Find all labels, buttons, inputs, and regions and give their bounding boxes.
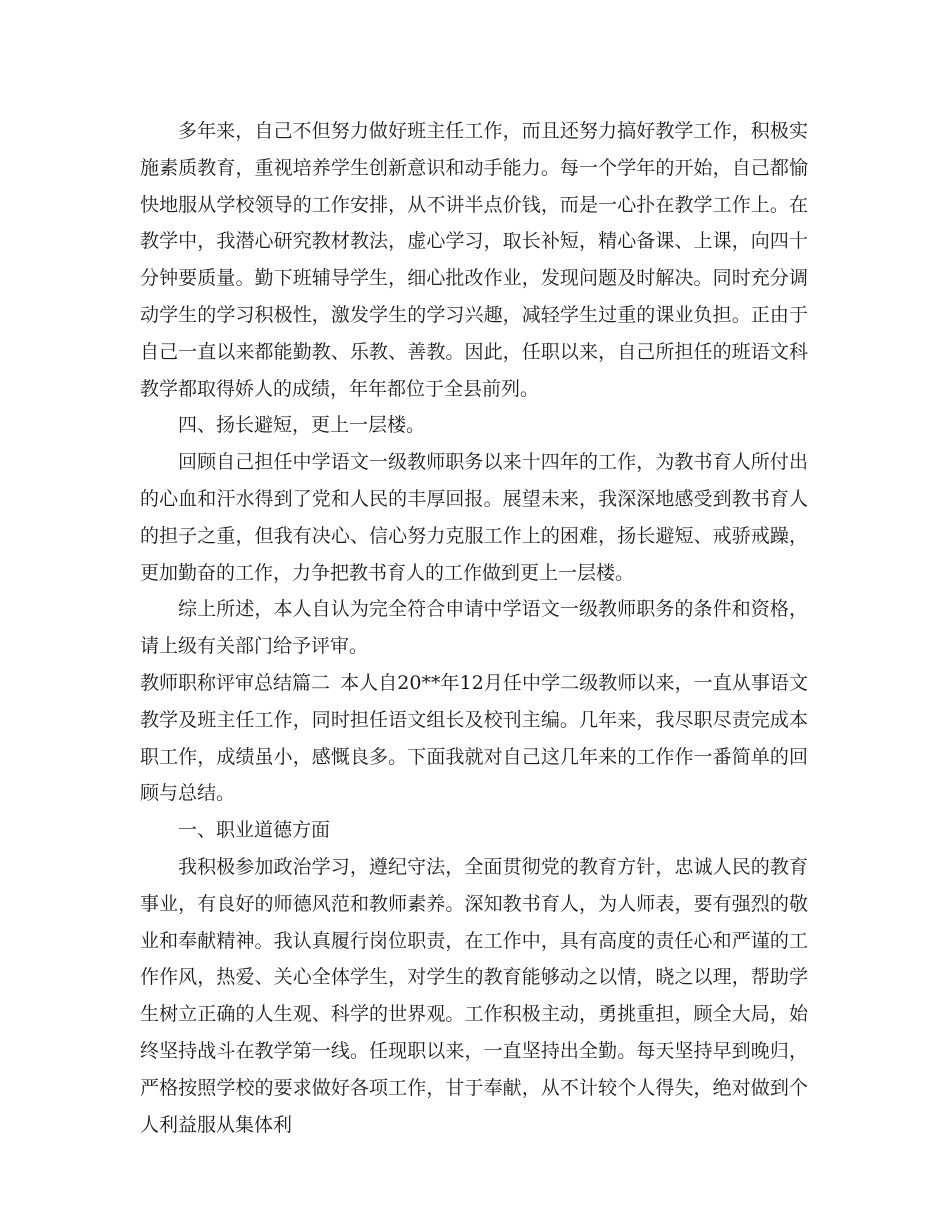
section-intro-text: 本人自20**年12月任中学二级教师以来，一直从事语文教学及班主任工作，同时担任语文组长及校刊主编。几年来，我尽职尽责完成本职工作，成绩虽小，感慨良多。下面我就对自己这几年来的工作作一番简单的回顾与总结。 bbox=[140, 671, 808, 805]
heading-section-four: 四、扬长避短，更上一层楼。 bbox=[178, 414, 426, 437]
document-body bbox=[140, 113, 808, 1143]
paragraph-teaching-work: 多年来，自己不但努力做好班主任工作，而且还努力搞好教学工作，积极实施素质教育，重视培养学生创新意识和动手能力。每一个学年的开始，自己都愉快地服从学校领导的工作安排，从不讲半点价钱，而是一心扑在教学工作上。在教学中，我潜心研究教材教法，虚心学习，取长补短，精心备课、上课，向四十分钟要质量。勤下班辅导学生，细心批改作业，发现问题及时解决。同时充分调动学生的学习积极性，激发学生的学习兴趣，减轻学生过重的课业负担。正由于自己一直以来都能勤教、乐教、善教。因此，任职以来，自己所担任的班语文科教学都取得娇人的成绩，年年都位于全县前列。 bbox=[140, 120, 808, 400]
paragraph-part-two bbox=[140, 665, 808, 812]
paragraph-ethics: 我积极参加政治学习，遵纪守法，全面贯彻党的教育方针，忠诚人民的教育事业，有良好的师德风范和教师素养。深知教书育人，为人师表，要有强烈的敬业和奉献精神。我认真履行岗位职责，在工作中，具有高度的责任心和严谨的工作作风，热爱、关心全体学生，对学生的教育能够动之以情，晓之以理，帮助学生树立正确的人生观、科学的世界观。工作积极主动，勇挑重担，顾全大局，始终坚持战斗在教学第一线。任现职以来，一直坚持出全勤。每天坚持早到晚归，严格按照学校的要求做好各项工作，甘于奉献，从不计较个人得失，绝对做到个人利益服从集体利 bbox=[140, 855, 808, 1136]
paragraph-conclusion: 综上所述，本人自认为完全符合申请中学语文一级教师职务的条件和资格，请上级有关部门给予评审。 bbox=[140, 598, 808, 658]
section-title: 教师职称评审总结篇二 bbox=[140, 671, 331, 694]
paragraph-review: 回顾自己担任中学语文一级教师职务以来十四年的工作，为教书育人所付出的心血和汗水得到了党和人民的丰厚回报。展望未来，我深深地感受到教书育人的担子之重，但我有决心、信心努力克服工作上的困难，扬长避短、戒骄戒躁，更加勤奋的工作，力争把教书育人的工作做到更上一层楼。 bbox=[140, 451, 808, 584]
heading-professional-ethics: 一、职业道德方面 bbox=[178, 819, 331, 842]
